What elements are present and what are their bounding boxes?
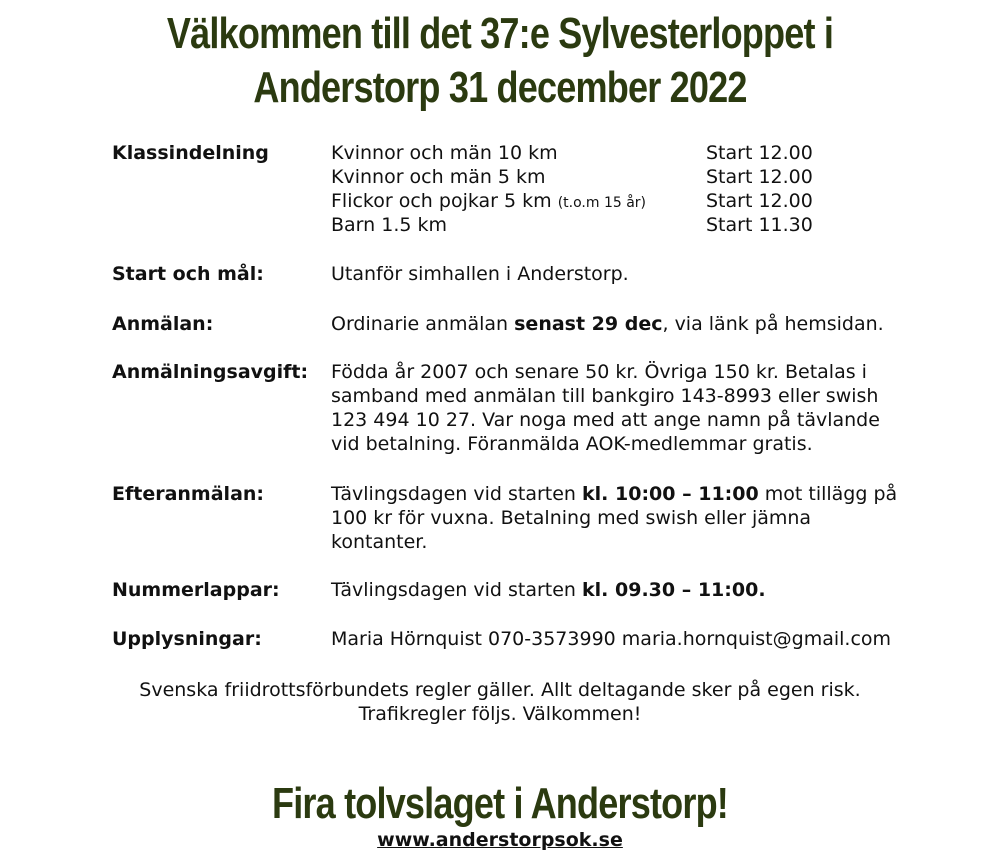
class-name: Flickor och pojkar 5 km [331, 190, 552, 212]
bibs-text [331, 578, 951, 602]
bibs-label: Nummerlappar: [112, 579, 280, 601]
info-text: Maria Hörnquist 070-3573990 maria.hornquist@gmail.com [331, 628, 892, 650]
fee-line: samband med anmälan till bankgiro 143-8993 eller swish [331, 385, 879, 407]
slogan: Fira tolvslaget i Anderstorp! [271, 779, 729, 828]
class-start: Start 12.00 [706, 142, 813, 164]
class-start: Start 12.00 [706, 190, 813, 212]
bibs-pre: Tävlingsdagen vid starten [331, 579, 583, 601]
late-label: Efteranmälan: [112, 483, 265, 505]
page-title-line-1: Välkommen till det 37:e Sylvesterloppet i [166, 9, 834, 58]
start-goal-label: Start och mål: [112, 263, 264, 285]
registration-deadline: senast 29 dec [514, 313, 663, 335]
registration-post: , via länk på hemsidan. [662, 313, 884, 335]
class-note: (t.o.m 15 år) [557, 195, 647, 211]
fee-label: Anmälningsavgift: [112, 361, 309, 383]
class-name: Kvinnor och män 5 km [331, 166, 546, 188]
fee-line: Födda år 2007 och senare 50 kr. Övriga 150 kr. Betalas i [331, 361, 867, 383]
class-row-youth [331, 189, 951, 215]
bibs-time: kl. 09.30 – 11:00. [582, 579, 766, 601]
classes-label: Klassindelning [112, 142, 269, 164]
registration-text [331, 312, 951, 336]
class-name: Barn 1.5 km [331, 214, 448, 236]
late-line-1 [331, 482, 951, 506]
class-start: Start 11.30 [706, 214, 813, 236]
fee-line: 123 494 10 27. Var noga med att ange namn på tävlande [331, 409, 880, 431]
late-post: mot tillägg på [758, 483, 898, 505]
late-line-3: kontanter. [331, 531, 428, 553]
registration-pre: Ordinarie anmälan [331, 313, 515, 335]
info-label: Upplysningar: [112, 628, 262, 650]
class-name: Kvinnor och män 10 km [331, 142, 558, 164]
late-time: kl. 10:00 – 11:00 [582, 483, 759, 505]
late-pre: Tävlingsdagen vid starten [331, 483, 583, 505]
fee-line: vid betalning. Föranmälda AOK-medlemmar gratis. [331, 433, 813, 455]
footer-line-1: Svenska friidrottsförbundets regler gäller. Allt deltagande sker på egen risk. [139, 679, 861, 701]
registration-label: Anmälan: [112, 313, 214, 335]
late-line-2: 100 kr för vuxna. Betalning med swish eller jämna [331, 507, 812, 529]
footer-line-2: Trafikregler följs. Välkommen! [358, 703, 642, 725]
website-link[interactable]: www.anderstorpsok.se [377, 829, 623, 851]
start-goal-text: Utanför simhallen i Anderstorp. [331, 263, 629, 285]
class-start: Start 12.00 [706, 166, 813, 188]
page-title-line-2: Anderstorp 31 december 2022 [253, 63, 747, 112]
